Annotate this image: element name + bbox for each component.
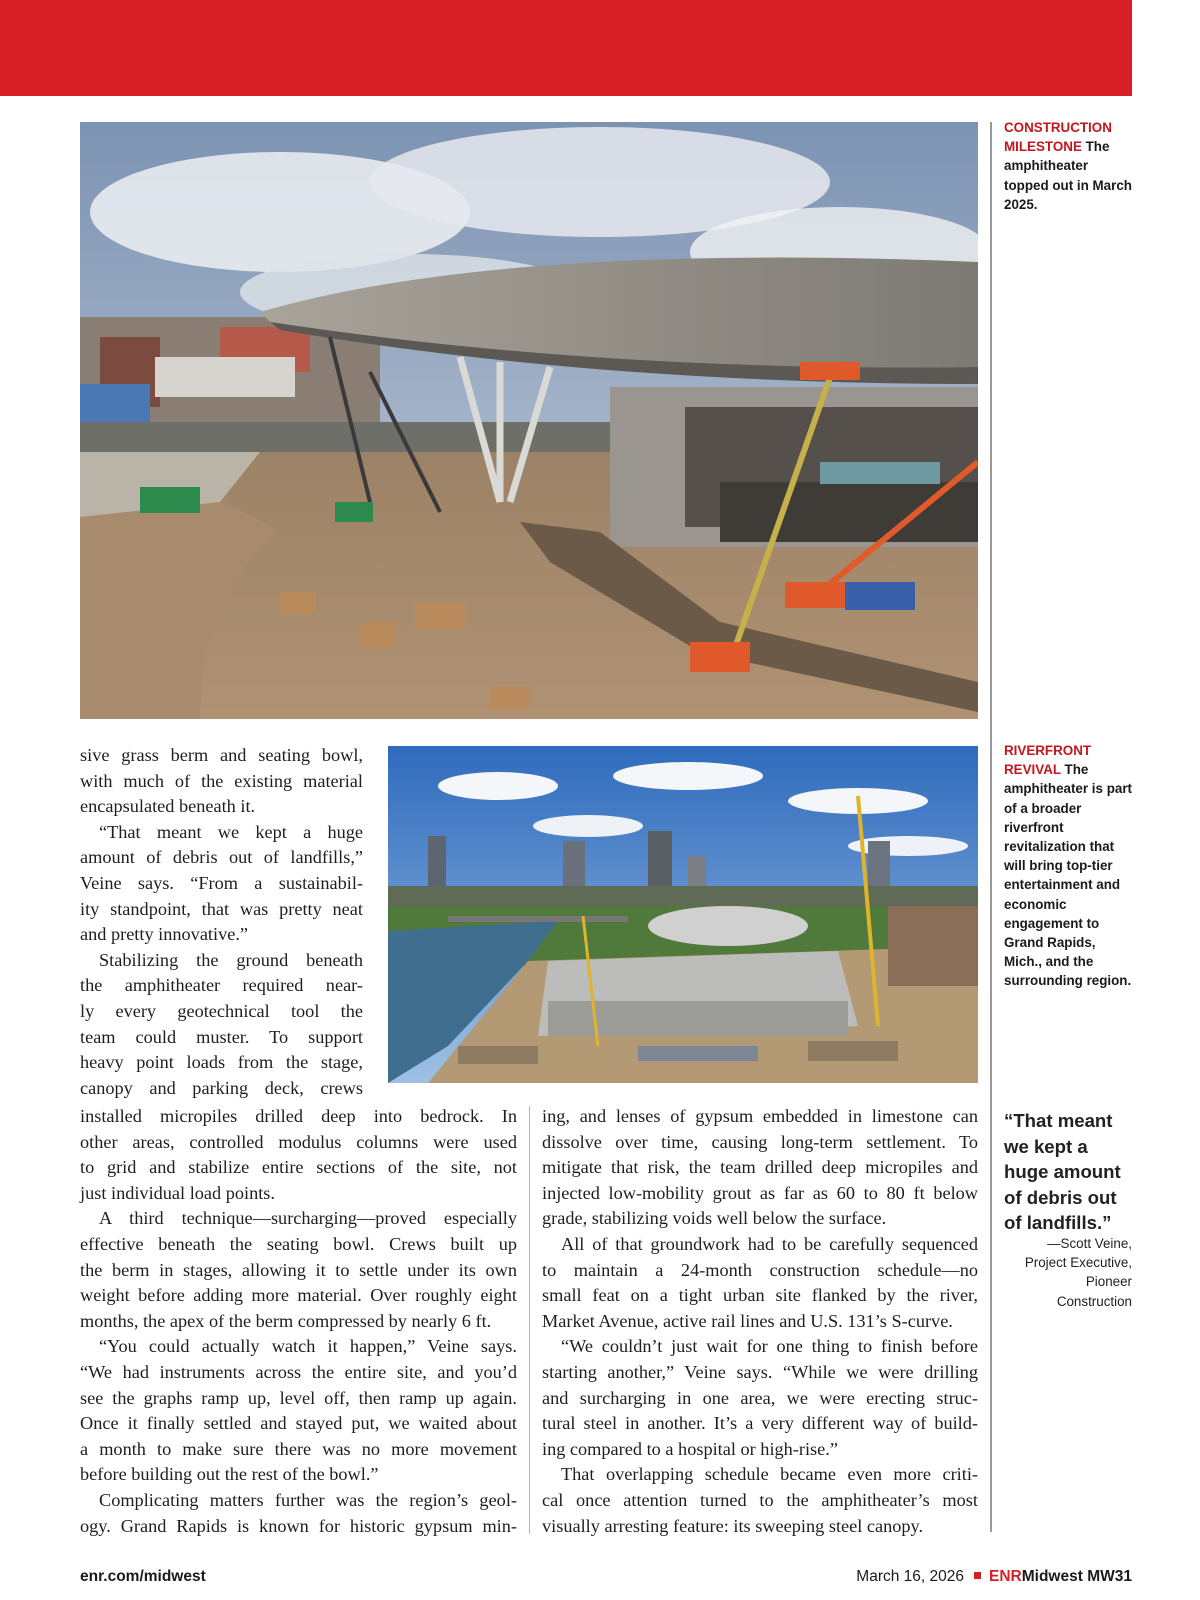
text-line: and surcharging in one area, we were erecting struc-: [542, 1387, 978, 1408]
page-number: MW31: [1087, 1568, 1132, 1585]
text-line: the berm in stages, allowing it to settle under its own: [80, 1259, 517, 1280]
footer-url[interactable]: enr.com/midwest: [80, 1568, 206, 1585]
footer-date: March 16, 2026: [856, 1568, 964, 1585]
text-line: effective beneath the seating bowl. Crews built up: [80, 1233, 517, 1254]
text-line: see the graphs ramp up, level off, then ramp up again.: [80, 1387, 517, 1408]
text-line: with much of the existing material: [80, 770, 363, 791]
article-column-b: [542, 1104, 978, 1539]
text-line: grade, stabilizing voids well below the surface.: [542, 1208, 887, 1229]
caption-kicker: CONSTRUCTION MILESTONE: [1004, 120, 1112, 155]
text-line: other areas, controlled modulus columns were used: [80, 1131, 517, 1152]
text-line: small feat on a tight urban site flanked by the river,: [542, 1285, 978, 1306]
text-line: canopy and parking deck, crews: [80, 1077, 363, 1098]
text-line: Market Avenue, active rail lines and U.S. 131’s S-curve.: [542, 1310, 953, 1331]
text-line: months, the apex of the berm compressed by nearly 6 ft.: [80, 1310, 492, 1331]
caption-text: The amphitheater topped out in March 2025.: [1004, 139, 1132, 212]
caption-kicker: RIVERFRONT REVIVAL: [1004, 743, 1092, 778]
top-color-band: [0, 0, 1132, 96]
riverfront-aerial-photo: [388, 746, 978, 1083]
footer-region: Midwest: [1021, 1568, 1083, 1585]
square-bullet-icon: [974, 1572, 981, 1579]
text-line: Once it finally settled and stayed put, we waited about: [80, 1413, 517, 1434]
attribution-line: Project Executive,: [1024, 1255, 1132, 1271]
attribution-line: Pioneer: [1085, 1274, 1132, 1290]
text-line: the amphitheater required near-: [80, 975, 363, 996]
footer-folio: [856, 1568, 1132, 1586]
text-line: starting another,” Veine says. “While we were drilling: [542, 1361, 978, 1382]
text-line: weight before adding more material. Over roughly eight: [80, 1285, 517, 1306]
text-line: tural steel in another. It’s a very different way of build-: [542, 1413, 978, 1434]
attribution-line: —Scott Veine,: [1047, 1236, 1132, 1251]
text-line: A third technique—surcharging—proved especially: [99, 1208, 517, 1229]
text-line: ogy. Grand Rapids is known for historic gypsum min-: [80, 1515, 517, 1536]
text-line: “We couldn’t just wait for one thing to finish before: [561, 1336, 978, 1357]
text-line: “You could actually watch it happen,” Veine says.: [99, 1336, 517, 1357]
text-line: ing compared to a hospital or high-rise.”: [542, 1438, 838, 1459]
text-line: ly every geotechnical tool the: [80, 1000, 363, 1021]
text-line: dissolve over time, causing long-term settlement. To: [542, 1131, 978, 1152]
column-divider: [529, 1106, 530, 1534]
attribution-line: Construction: [1056, 1293, 1132, 1309]
text-line: injected low-mobility grout as far as 60 to 80 ft below: [542, 1182, 978, 1203]
text-line: That overlapping schedule became even more criti-: [561, 1464, 978, 1485]
construction-site-photo: [80, 122, 978, 719]
article-column-a-top: [80, 743, 363, 1101]
text-line: Complicating matters further was the region’s geol-: [99, 1489, 517, 1510]
text-line: encapsulated beneath it.: [80, 796, 256, 817]
text-line: cal once attention turned to the amphitheater’s most: [542, 1489, 978, 1510]
text-line: visually arresting feature: its sweeping steel canopy.: [542, 1515, 924, 1536]
text-line: mitigate that risk, the team drilled deep micropiles and: [542, 1157, 978, 1178]
text-line: All of that groundwork had to be carefully sequenced: [561, 1233, 978, 1254]
text-line: a month to make sure there was no more movement: [80, 1438, 517, 1459]
text-line: team could muster. To support: [80, 1026, 363, 1047]
sidebar-divider: [990, 122, 992, 1532]
photo-caption-construction-milestone: [1004, 118, 1132, 214]
footer-brand: ENR: [989, 1568, 1022, 1585]
pull-quote: “That meant we kept a huge amount of debris out of landfills.”: [1004, 1110, 1121, 1234]
photo-caption-riverfront-revival: [1004, 741, 1132, 991]
text-line: amount of debris out of landfills,”: [80, 847, 363, 868]
text-line: to grid and stabilize entire sections of the site, not: [80, 1157, 517, 1178]
pull-quote-attribution: [996, 1234, 1132, 1311]
text-line: before building out the rest of the bowl.”: [80, 1464, 379, 1485]
text-line: “We had instruments across the entire site, and you’d: [80, 1361, 517, 1382]
text-line: heavy point loads from the stage,: [80, 1052, 363, 1073]
article-column-a: [80, 1104, 517, 1539]
caption-text: The amphitheater is part of a broader riverfront revitalization that will bring top-tier entertainment and economic engagement to Grand Rapids, Mich., and the surrounding region.: [1004, 762, 1132, 989]
text-line: “That meant we kept a huge: [99, 821, 363, 842]
text-line: to maintain a 24-month construction schedule—no: [542, 1259, 978, 1280]
text-line: just individual load points.: [80, 1182, 275, 1203]
text-line: ing, and lenses of gypsum embedded in limestone can: [542, 1106, 978, 1126]
text-line: Veine says. “From a sustainabil-: [80, 872, 363, 893]
text-line: sive grass berm and seating bowl,: [80, 745, 363, 765]
text-line: and pretty innovative.”: [80, 924, 249, 945]
text-line: Stabilizing the ground beneath: [99, 949, 363, 970]
text-line: installed micropiles drilled deep into bedrock. In: [80, 1106, 517, 1126]
text-line: ity standpoint, that was pretty neat: [80, 898, 363, 919]
